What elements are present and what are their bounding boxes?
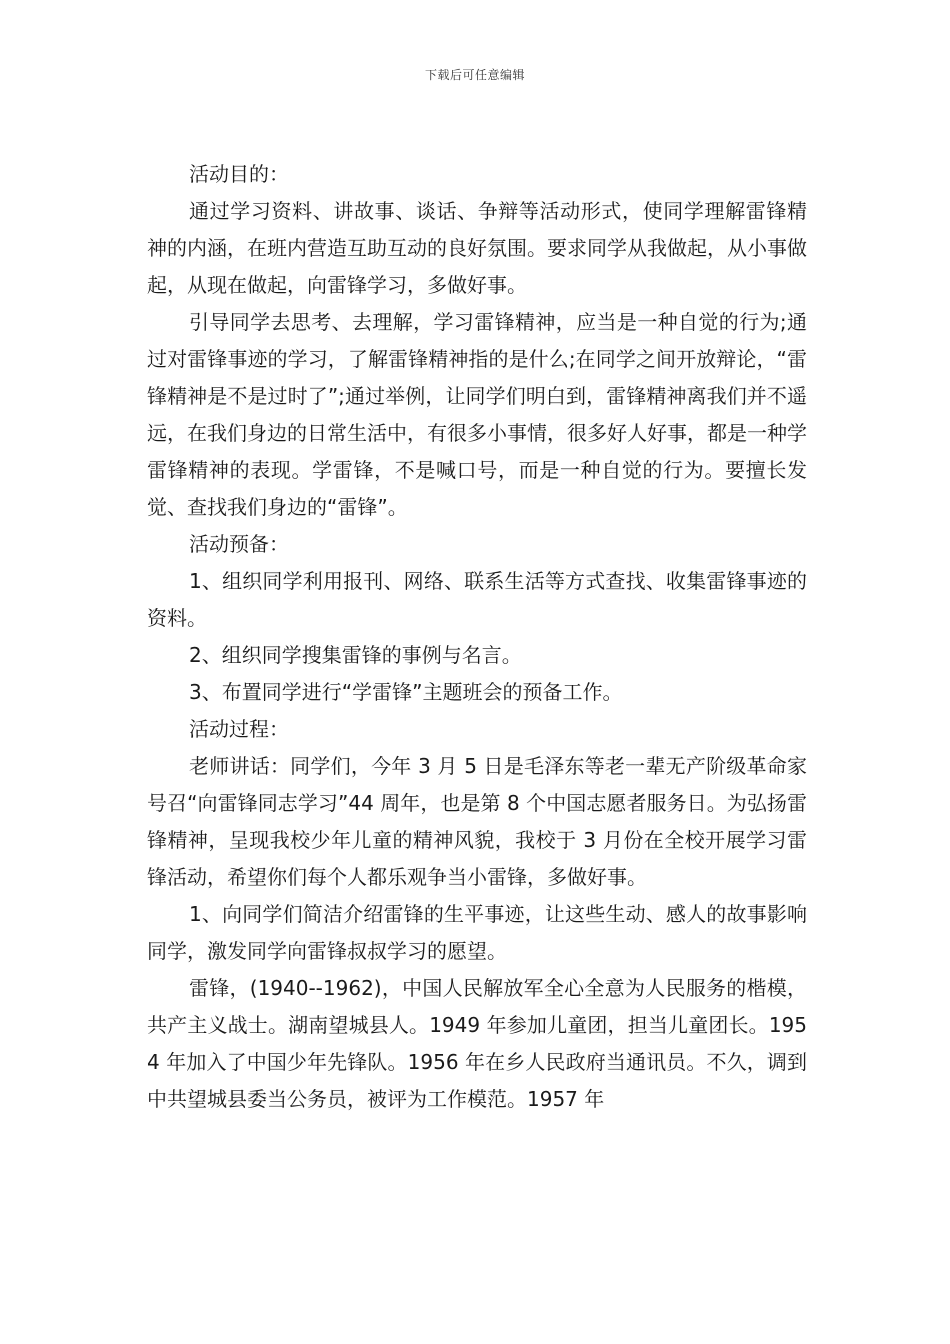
section-heading-process: 活动过程：: [189, 717, 289, 741]
list-item-preparation-2: 2、组织同学搜集雷锋的事例与名言。: [189, 643, 522, 667]
paragraph-purpose-summary: 通过学习资料、讲故事、谈话、争辩等活动形式，使同学理解雷锋精神的内涵，在班内营造互助互动的良好氛围。要求同学从我做起，从小事做起，从现在做起，向雷锋学习，多做好事。: [147, 199, 807, 297]
paragraph-teacher-speech: 老师讲话：同学们，今年 3 月 5 日是毛泽东等老一辈无产阶级革命家号召“向雷锋同志学习”44 周年，也是第 8 个中国志愿者服务日。为弘扬雷锋精神，呈现我校少年儿童的精神风貌，我校于 3 月份在全校开展学习雷锋活动，希望你们每个人都乐观争当小雷锋，多做好事。: [147, 754, 807, 889]
paragraph-lei-feng-bio: 雷锋，(1940--1962)，中国人民解放军全心全意为人民服务的楷模，共产主义战士。湖南望城县人。1949 年参加儿童团，担当儿童团长。1954 年加入了中国少年先锋队。1956 年在乡人民政府当通讯员。不久，调到中共望城县委当公务员，被评为工作模范。1957 年: [147, 976, 807, 1111]
section-heading-preparation: 活动预备：: [189, 532, 289, 556]
paragraph-guidance: 引导同学去思考、去理解，学习雷锋精神，应当是一种自觉的行为;通过对雷锋事迹的学习，了解雷锋精神指的是什么;在同学之间开放辩论，“雷锋精神是不是过时了”;通过举例，让同学们明白到，雷锋精神离我们并不遥远，在我们身边的日常生活中，有很多小事情，很多好人好事，都是一种学雷锋精神的表现。学雷锋，不是喊口号，而是一种自觉的行为。要擅长发觉、查找我们身边的“雷锋”。: [147, 310, 807, 519]
list-item-preparation-3: 3、布置同学进行“学雷锋”主题班会的预备工作。: [189, 680, 623, 704]
list-item-preparation-1: 1、组织同学利用报刊、网络、联系生活等方式查找、收集雷锋事迹的资料。: [147, 569, 807, 630]
section-heading-purpose: 活动目的：: [189, 162, 289, 186]
page-header: 下载后可任意编辑: [424, 68, 525, 82]
list-item-process-1: 1、向同学们简洁介绍雷锋的生平事迹，让这些生动、感人的故事影响同学，激发同学向雷锋叔叔学习的愿望。: [147, 902, 807, 963]
document-body: [147, 156, 807, 1118]
